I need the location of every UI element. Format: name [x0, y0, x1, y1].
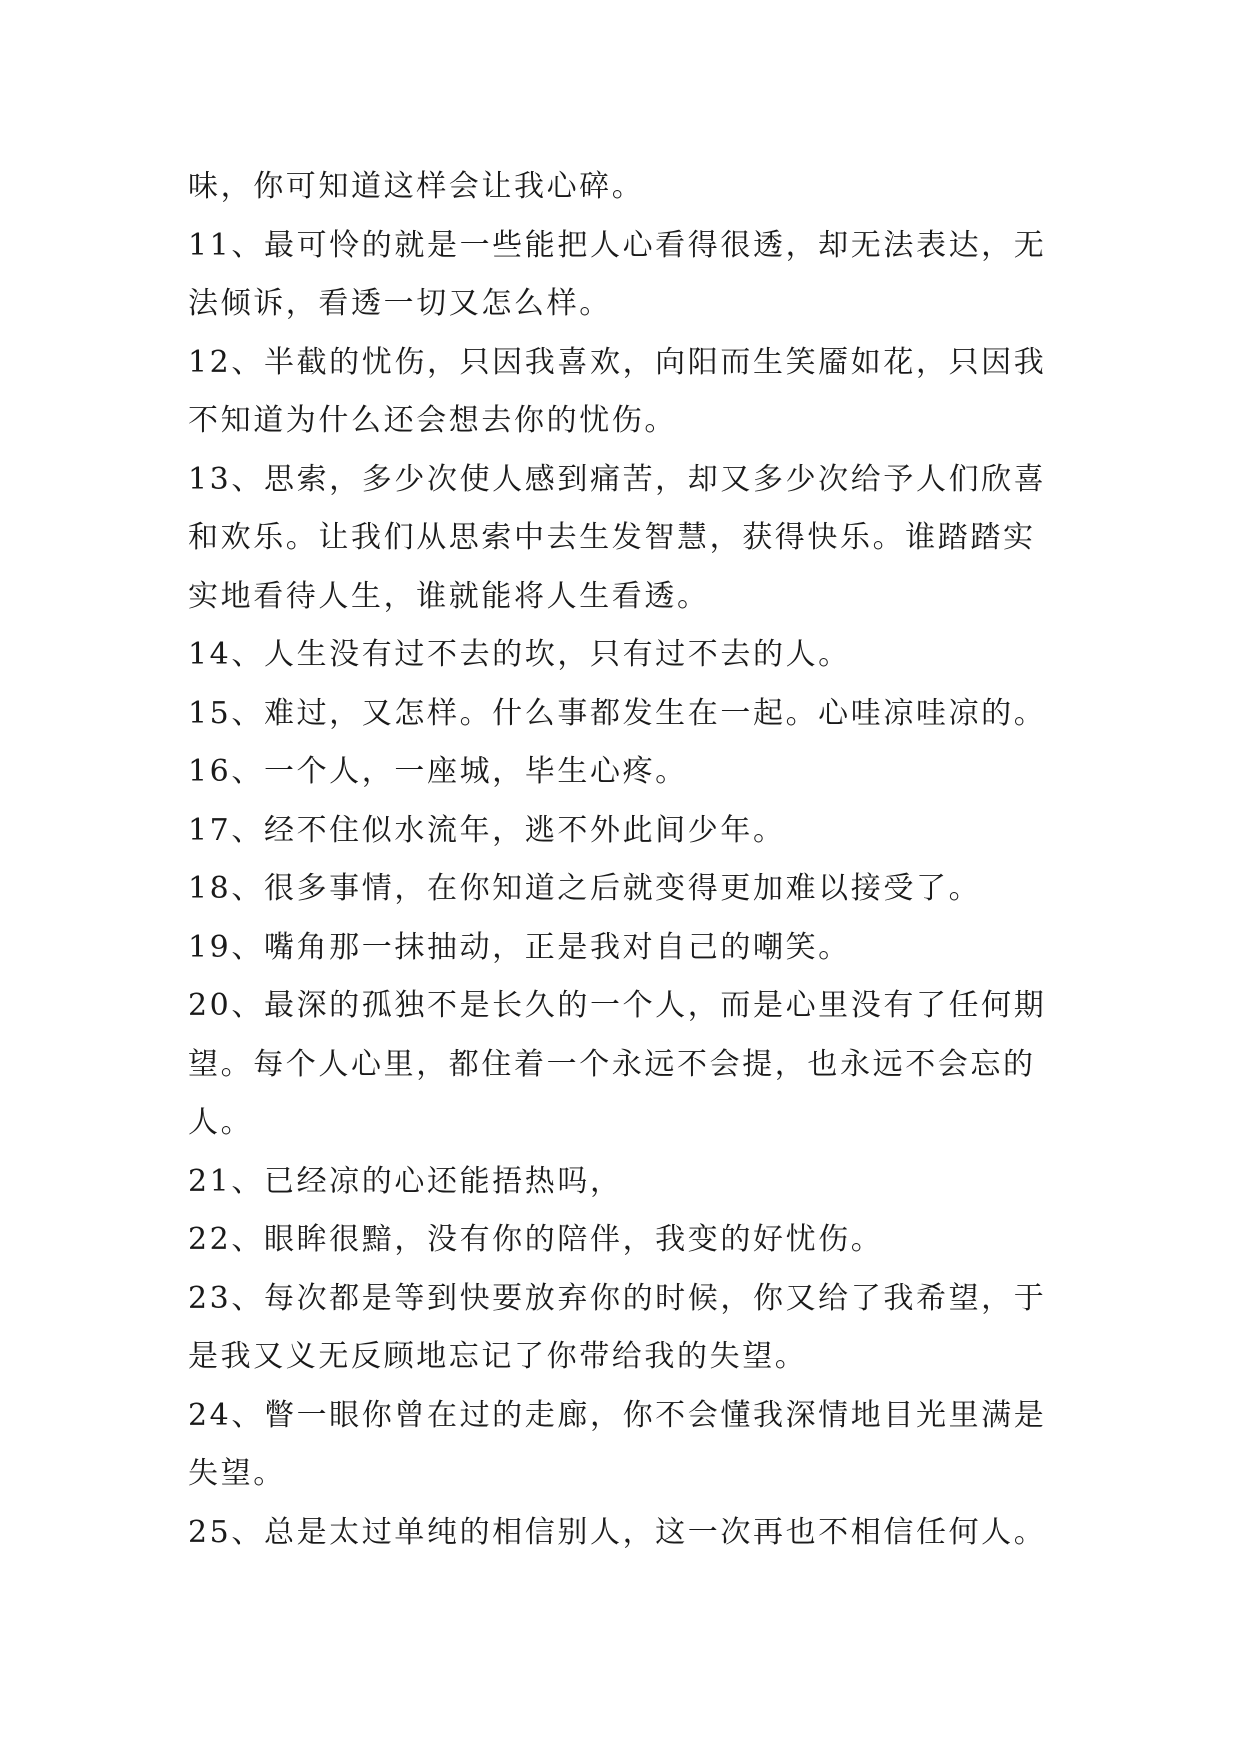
text-line: 和欢乐。让我们从思索中去生发智慧，获得快乐。谁踏踏实 — [188, 520, 1036, 555]
text-line: 22、眼眸很黯，没有你的陪伴，我变的好忧伤。 — [188, 1222, 884, 1257]
document-body — [188, 158, 1078, 1562]
text-line: 23、每次都是等到快要放弃你的时候，你又给了我希望，于 — [188, 1280, 1047, 1316]
text-line: 实地看待人生，谁就能将人生看透。 — [188, 578, 710, 614]
text-line: 16、一个人，一座城，毕生心疼。 — [188, 754, 688, 789]
text-line: 18、很多事情，在你知道之后就变得更加难以接受了。 — [188, 871, 982, 906]
text-line: 11、最可怜的就是一些能把人心看得很透，却无法表达，无 — [188, 227, 1047, 263]
text-line: 15、难过，又怎样。什么事都发生在一起。心哇凉哇凉的。 — [188, 695, 1047, 731]
text-line: 14、人生没有过不去的坎，只有过不去的人。 — [188, 637, 851, 672]
text-line: 人。 — [188, 1105, 254, 1140]
text-line: 不知道为什么还会想去你的忧伤。 — [188, 403, 677, 438]
text-line: 21、已经凉的心还能捂热吗， — [188, 1163, 623, 1199]
text-line: 是我又义无反顾地忘记了你带给我的失望。 — [188, 1339, 808, 1374]
text-line: 望。每个人心里，都住着一个永远不会提，也永远不会忘的 — [188, 1046, 1036, 1082]
text-line: 12、半截的忧伤，只因我喜欢，向阳而生笑靥如花，只因我 — [188, 344, 1047, 380]
text-line: 25、总是太过单纯的相信别人，这一次再也不相信任何人。 — [188, 1514, 1047, 1550]
text-line: 失望。 — [188, 1456, 286, 1491]
text-line: 13、思索，多少次使人感到痛苦，却又多少次给予人们欣喜 — [188, 461, 1047, 497]
text-line: 24、瞥一眼你曾在过的走廊，你不会懂我深情地目光里满是 — [188, 1397, 1047, 1433]
text-line: 法倾诉，看透一切又怎么样。 — [188, 286, 612, 321]
text-line: 味，你可知道这样会让我心碎。 — [188, 169, 645, 204]
text-line: 20、最深的孤独不是长久的一个人，而是心里没有了任何期 — [188, 988, 1047, 1023]
text-line: 17、经不住似水流年，逃不外此间少年。 — [188, 812, 786, 848]
text-line: 19、嘴角那一抹抽动，正是我对自己的嘲笑。 — [188, 929, 851, 965]
